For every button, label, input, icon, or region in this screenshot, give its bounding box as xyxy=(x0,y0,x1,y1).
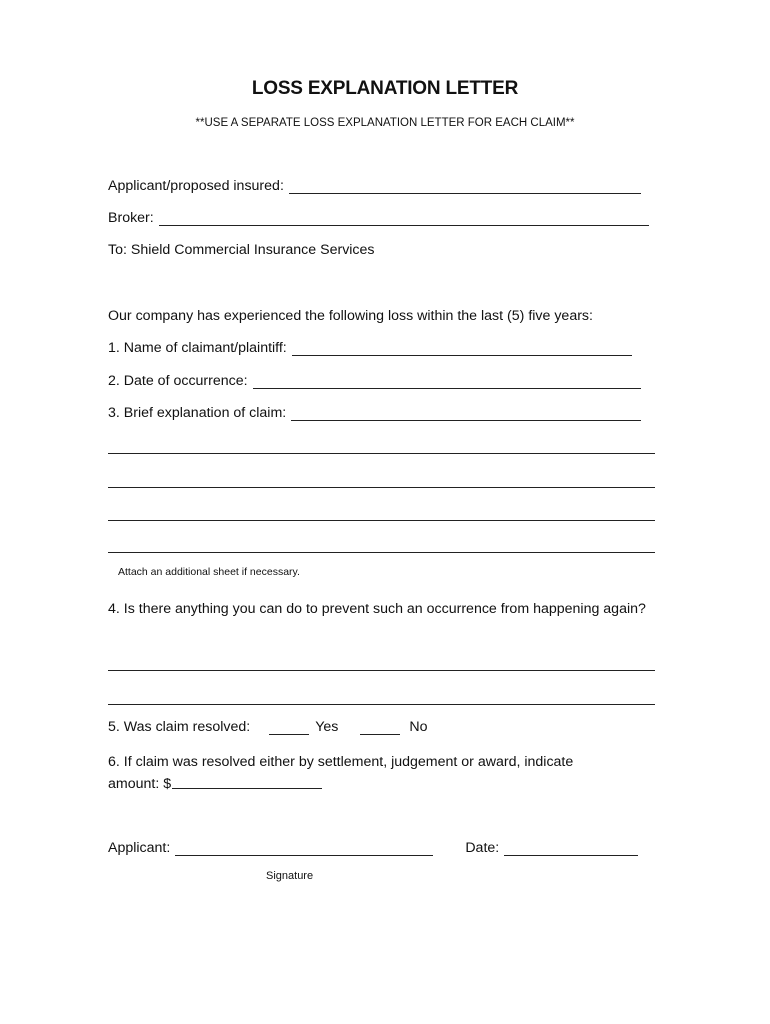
applicant-row xyxy=(108,178,641,194)
broker-label: Broker: xyxy=(108,210,154,226)
explanation-line-3[interactable] xyxy=(108,520,655,521)
applicant-field[interactable] xyxy=(289,180,641,194)
resolved-yes-field[interactable] xyxy=(269,721,309,735)
signature-caption: Signature xyxy=(266,870,314,882)
q2-row xyxy=(108,373,641,389)
q5-label: 5. Was claim resolved: xyxy=(108,719,251,735)
currency-symbol: $ xyxy=(163,776,172,792)
date-field[interactable] xyxy=(504,842,638,856)
prevention-line-2[interactable] xyxy=(108,704,655,705)
q3-row xyxy=(108,405,641,421)
prevention-line-1[interactable] xyxy=(108,670,655,671)
applicant-signature-label: Applicant: xyxy=(108,840,171,856)
broker-field[interactable] xyxy=(159,212,649,226)
q2-label: 2. Date of occurrence: xyxy=(108,373,248,389)
claimant-name-field[interactable] xyxy=(292,342,632,356)
page-title: LOSS EXPLANATION LETTER xyxy=(251,78,519,99)
explanation-line-2[interactable] xyxy=(108,487,655,488)
no-label: No xyxy=(409,719,428,735)
settlement-amount-field[interactable] xyxy=(172,776,322,789)
resolved-no-field[interactable] xyxy=(360,721,400,735)
date-label: Date: xyxy=(465,840,500,856)
q3-label: 3. Brief explanation of claim: xyxy=(108,405,287,421)
claim-explanation-field[interactable] xyxy=(291,407,641,421)
q1-label: 1. Name of claimant/plaintiff: xyxy=(108,340,287,356)
q5-row xyxy=(108,719,427,735)
applicant-label: Applicant/proposed insured: xyxy=(108,178,284,194)
q4-text: 4. Is there anything you can do to prevent such an occurrence from happening again? xyxy=(108,601,646,617)
yes-label: Yes xyxy=(315,719,339,735)
recipient-line: To: Shield Commercial Insurance Services xyxy=(108,242,375,258)
page-subtitle: **USE A SEPARATE LOSS EXPLANATION LETTER FOR EACH CLAIM** xyxy=(195,117,575,129)
intro-text: Our company has experienced the following loss within the last (5) five years: xyxy=(108,308,593,324)
attach-note: Attach an additional sheet if necessary. xyxy=(118,566,300,578)
broker-row xyxy=(108,210,649,226)
explanation-line-1[interactable] xyxy=(108,453,655,454)
applicant-signature-row xyxy=(108,840,638,856)
q1-row xyxy=(108,340,632,356)
q6-text: 6. If claim was resolved either by settlement, judgement or award, indicate amount: xyxy=(108,754,574,792)
occurrence-date-field[interactable] xyxy=(253,375,641,389)
applicant-signature-field[interactable] xyxy=(175,842,433,856)
explanation-line-4[interactable] xyxy=(108,552,655,553)
q6-block xyxy=(108,751,628,795)
